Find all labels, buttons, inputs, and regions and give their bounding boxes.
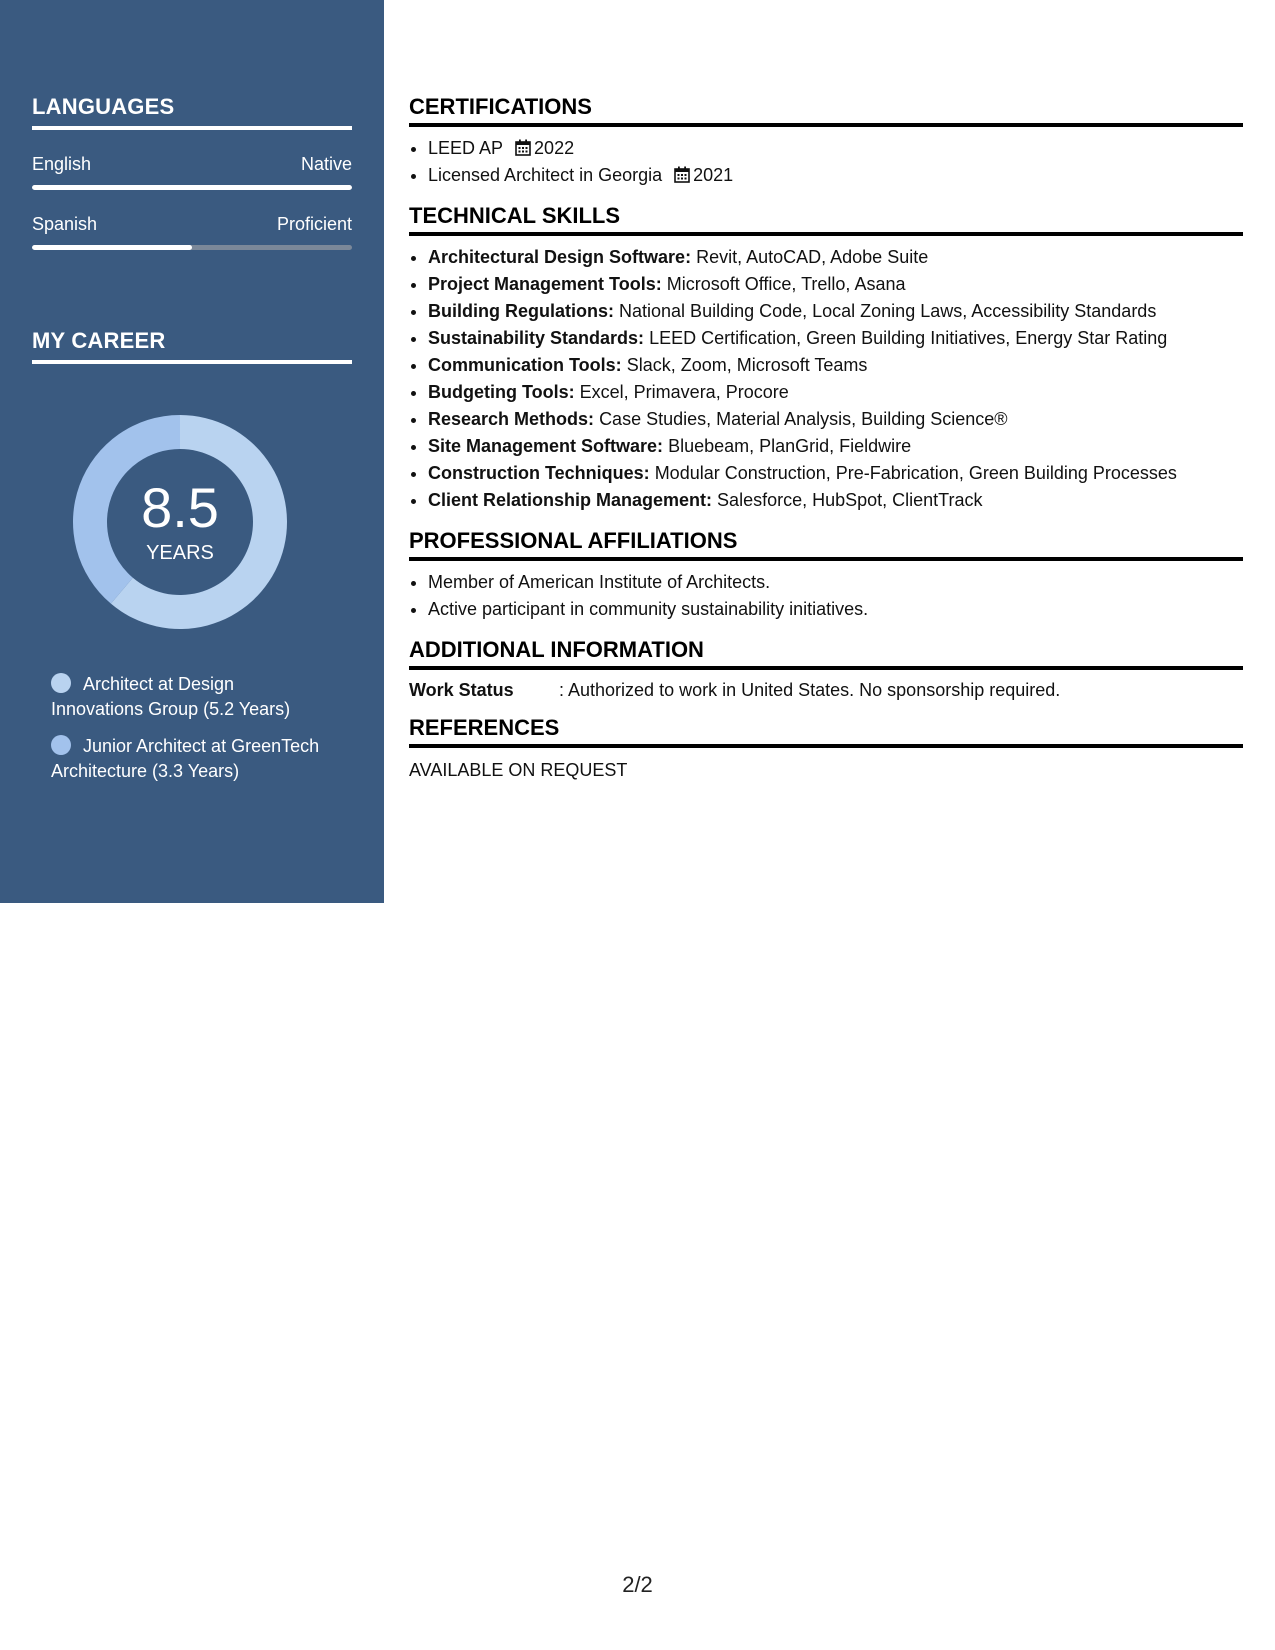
certification-year: 2021 [693,165,734,185]
language-bar-fill [32,245,192,250]
references-text: AVAILABLE ON REQUEST [409,760,628,780]
technical-skills-section [409,203,1243,514]
career-heading: MY CAREER [32,328,352,364]
affiliations-section [409,528,1243,623]
certification-year: 2022 [534,138,575,158]
affiliations-heading: PROFESSIONAL AFFILIATIONS [409,528,1243,561]
calendar-icon [515,139,531,156]
skill-label: Architectural Design Software: [428,247,692,267]
language-bar [32,245,352,250]
affiliation-item: • Active participant in community sustainability initiatives. [428,596,1243,623]
language-spanish [32,214,352,250]
languages-heading: LANGUAGES [32,94,352,130]
additional-info-heading: ADDITIONAL INFORMATION [409,637,1243,670]
certifications-section [409,94,1243,189]
skill-value: National Building Code, Local Zoning Laws, Accessibility Standards [619,301,1157,321]
work-status-row [409,680,1243,701]
certification-item [428,135,1243,162]
additional-info-section [409,637,1243,701]
skill-value: Microsoft Office, Trello, Asana [666,274,906,294]
skill-item [428,298,1243,325]
legend-dot-icon [51,673,71,693]
references-heading: REFERENCES [409,715,1243,748]
legend-dot-icon [51,735,71,755]
skill-item [428,379,1243,406]
skill-label: Sustainability Standards: [428,328,645,348]
career-total-unit: YEARS [146,541,214,564]
language-name: Spanish [32,214,98,234]
language-bar-fill [32,185,352,190]
skill-value: LEED Certification, Green Building Initiatives, Energy Star Rating [649,328,1168,348]
certification-item [428,162,1243,189]
skill-label: Budgeting Tools: [428,382,575,402]
language-level: Proficient [276,214,352,234]
references-section [409,715,1243,781]
skill-label: Project Management Tools: [428,274,662,294]
skill-item [428,433,1243,460]
work-status-label: Work Status [409,680,514,700]
skill-value: Slack, Zoom, Microsoft Teams [626,355,868,375]
career-legend-item [51,672,321,722]
main-content [409,94,1243,795]
skill-item [428,487,1243,514]
skill-label: Site Management Software: [428,436,664,456]
skill-label: Communication Tools: [428,355,622,375]
career-legend-label: Architect at Design Innovations Group (5.2 Years) [51,674,291,719]
technical-skills-heading: TECHNICAL SKILLS [409,203,1243,236]
career-legend-item [51,734,321,784]
skill-item [428,325,1243,352]
sidebar [0,0,384,903]
career-donut-chart [66,408,294,636]
skill-item [428,406,1243,433]
skill-value: Bluebeam, PlanGrid, Fieldwire [668,436,912,456]
skill-value: Excel, Primavera, Procore [579,382,789,402]
skill-value: Modular Construction, Pre-Fabrication, Green Building Processes [654,463,1177,483]
skill-label: Building Regulations: [428,301,614,321]
language-level: Native [300,154,352,174]
calendar-icon [674,166,690,183]
skill-item [428,244,1243,271]
language-bar [32,185,352,190]
skill-item [428,460,1243,487]
skill-label: Client Relationship Management: [428,490,713,510]
skill-item [428,271,1243,298]
career-legend-label: Junior Architect at GreenTech Architecture (3.3 Years) [51,736,320,781]
skill-label: Research Methods: [428,409,595,429]
skill-item [428,352,1243,379]
skill-value: Salesforce, HubSpot, ClientTrack [717,490,983,510]
career-legend [32,672,352,784]
skill-value: Case Studies, Material Analysis, Building Science® [599,409,1008,429]
affiliation-item: • Member of American Institute of Architects. [428,569,1243,596]
certifications-heading: CERTIFICATIONS [409,94,1243,127]
page-number: 2/2 [622,1572,653,1597]
language-name: English [32,154,92,174]
skill-value: Revit, AutoCAD, Adobe Suite [696,247,929,267]
skill-label: Construction Techniques: [428,463,650,483]
work-status-value: : Authorized to work in United States. No sponsorship required. [559,680,1061,700]
certification-name: LEED AP [428,138,504,158]
career-total-value: 8.5 [141,475,219,539]
language-english [32,154,352,190]
certification-name: Licensed Architect in Georgia [428,165,663,185]
